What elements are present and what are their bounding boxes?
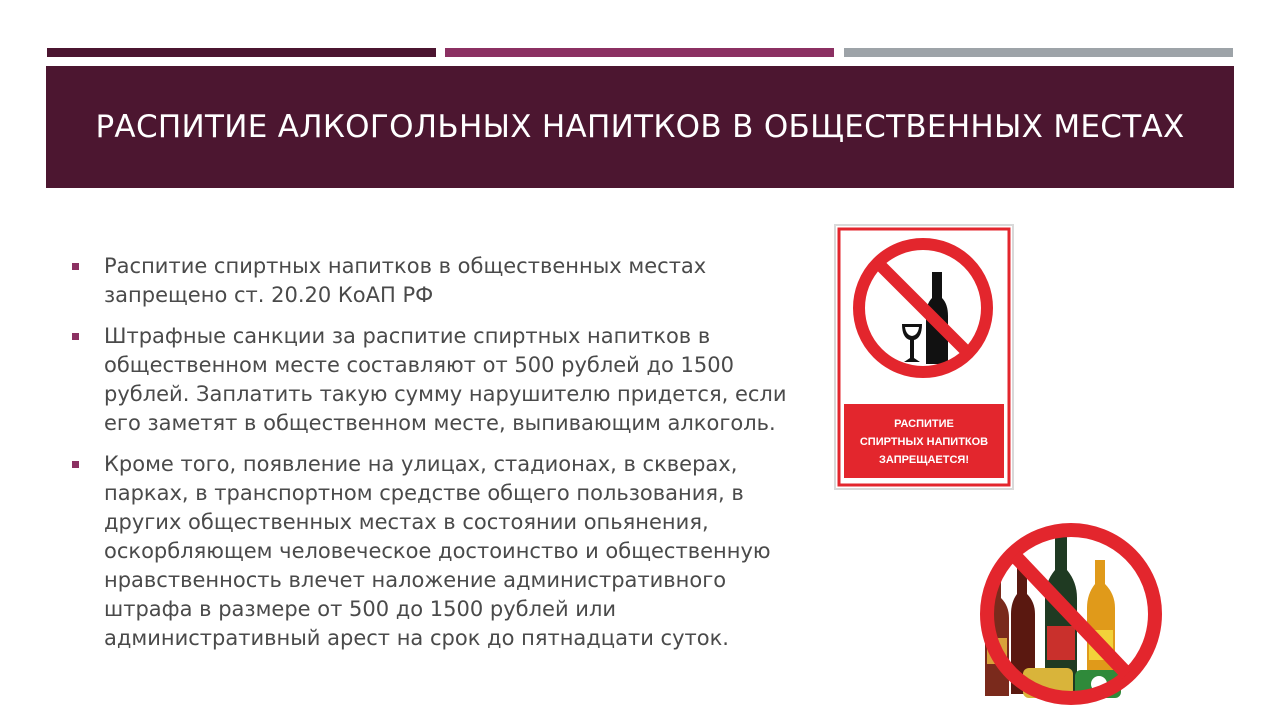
bullet-marker-icon <box>72 333 79 340</box>
bullet-marker-icon <box>72 263 79 270</box>
bullet-item <box>72 322 812 438</box>
bullet-text: Штрафные санкции за распитие спиртных напитков в общественном месте составляют от 500 рублей до 1500 рублей. Заплатить такую сумму нарушителю придется, если его заметят в общественном месте, выпивающим алкоголь. <box>104 324 787 435</box>
accent-stripe-dark <box>47 48 436 57</box>
bullet-list <box>72 252 812 665</box>
accent-stripe-gray <box>844 48 1233 57</box>
accent-stripe-magenta <box>445 48 834 57</box>
bullet-item <box>72 252 812 310</box>
bullet-marker-icon <box>72 461 79 468</box>
title-bar <box>46 66 1234 188</box>
bullet-text: Распитие спиртных напитков в общественных местах запрещено ст. 20.20 КоАП РФ <box>104 254 707 307</box>
bullet-text: Кроме того, появление на улицах, стадионах, в скверах, парках, в транспортном средстве общего пользования, в других общественных местах в состоянии опьянения, оскорбляющем человеческое достоинство и общественную нравственность влечет наложение административного штрафа в размере от 500 до 1500 рублей или административный арест на срок до пятнадцати суток. <box>104 452 771 650</box>
no-drinking-sign-icon <box>834 224 1014 490</box>
no-alcohol-bottles-icon <box>965 518 1205 708</box>
slide-title: РАСПИТИЕ АЛКОГОЛЬНЫХ НАПИТКОВ В ОБЩЕСТВЕННЫХ МЕСТАХ <box>95 109 1185 145</box>
bullet-item <box>72 450 812 653</box>
sign-line-2: СПИРТНЫХ НАПИТКОВ <box>859 436 989 448</box>
sign-line-1: РАСПИТИЕ <box>894 418 954 430</box>
sign-line-3: ЗАПРЕЩАЕТСЯ! <box>879 454 969 466</box>
